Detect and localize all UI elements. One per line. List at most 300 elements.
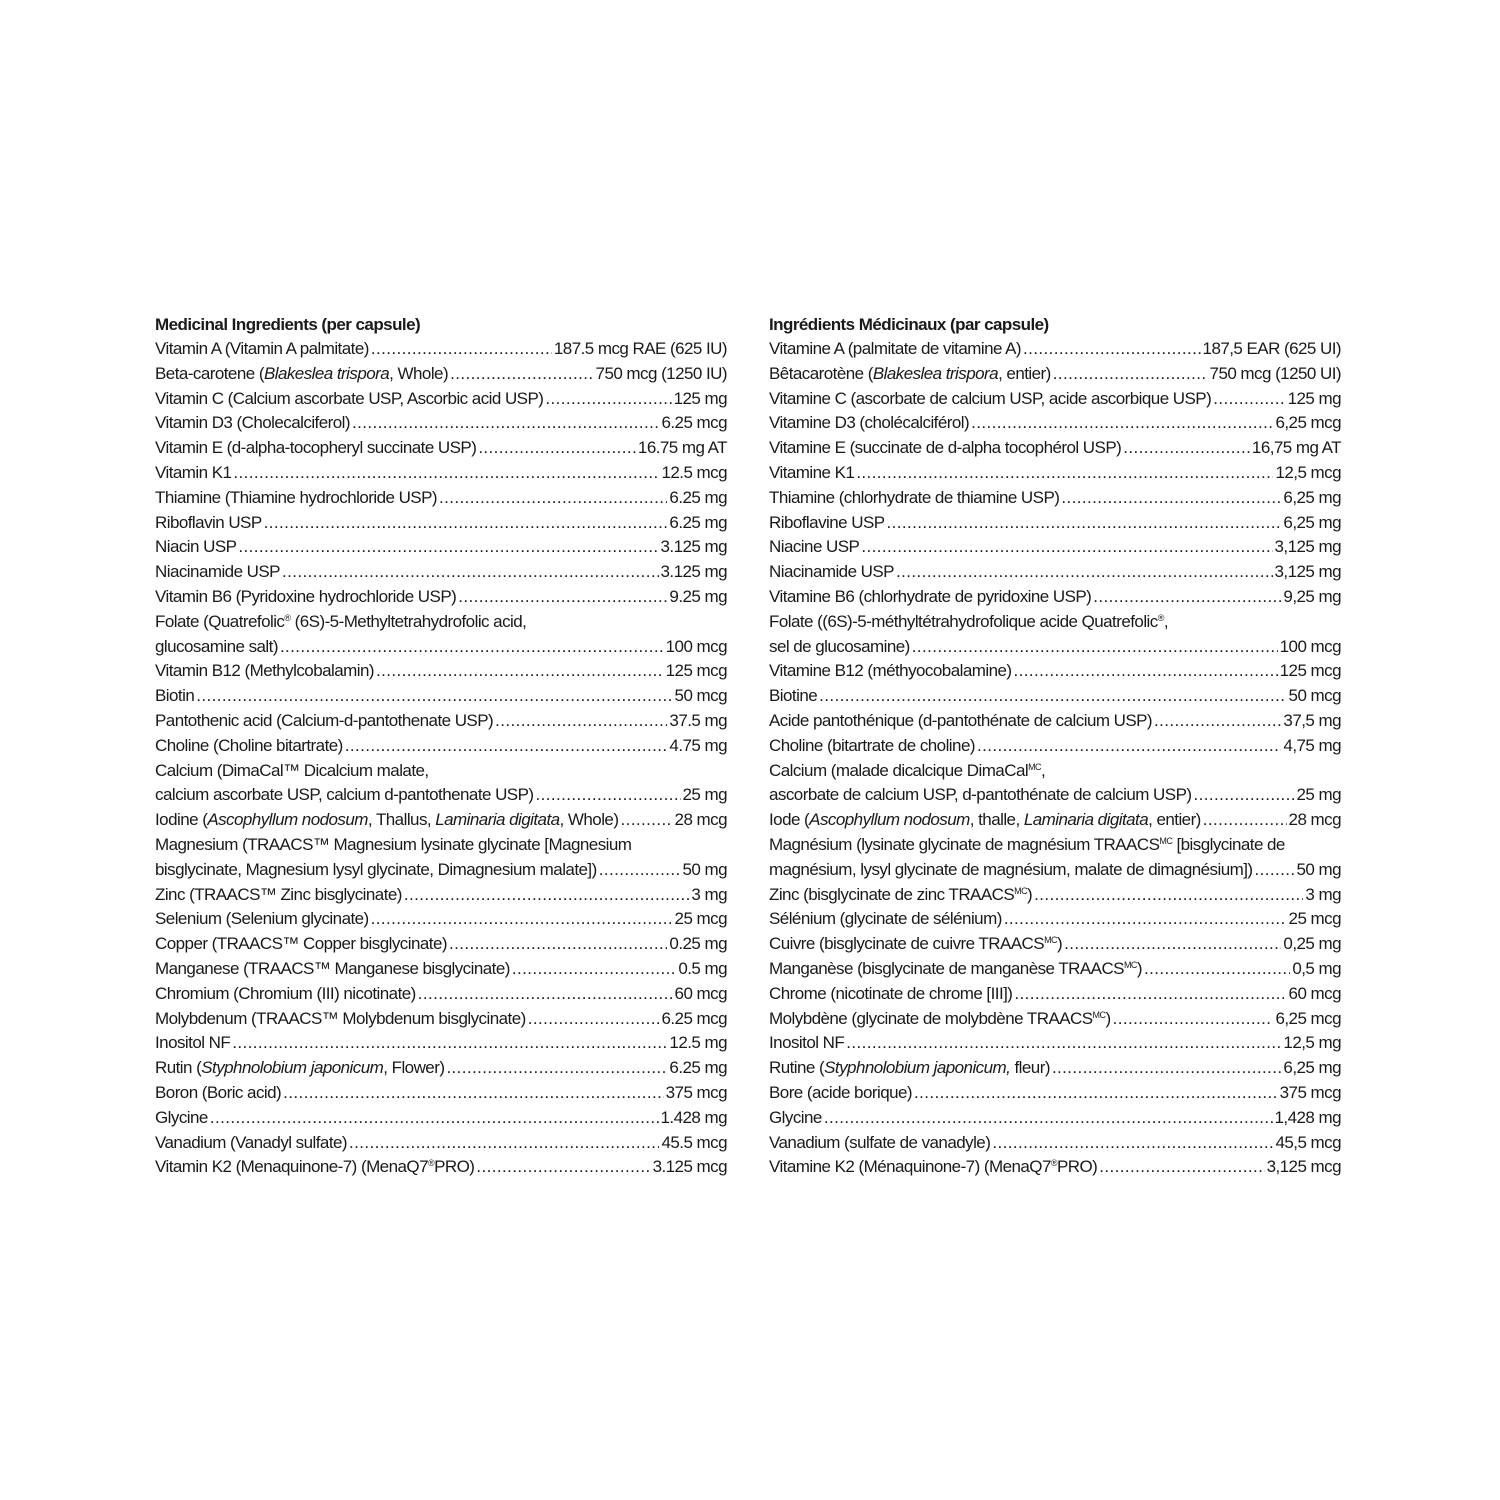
ingredient-name-text: Folate (Quatrefolic <box>155 611 285 631</box>
ingredient-name-text: Vitamine B6 (chlorhydrate de pyridoxine USP) <box>769 586 1092 606</box>
ingredient-amount: 28 mcg <box>1288 810 1341 830</box>
ingredient-amount: 750 mcg (1250 IU) <box>595 363 727 383</box>
ingredient-name-text: Boron (Boric acid) <box>155 1082 282 1102</box>
ingredient-amount: 9.25 mg <box>669 586 727 606</box>
ingredient-name-text: ascorbate de calcium USP, d-pantothénate de calcium USP) <box>769 785 1192 805</box>
ingredient-name <box>155 883 402 908</box>
ingredient-amount: 37,5 mg <box>1283 710 1341 730</box>
ingredient-name-italic: Styphnolobium japonicum, <box>824 1058 1011 1078</box>
ingredient-name-text: Vitamine D3 (cholécalciférol) <box>769 413 970 433</box>
dot-leader <box>914 1081 1278 1106</box>
ingredient-amount: 12.5 mcg <box>661 462 727 482</box>
ingredient-row <box>155 585 727 610</box>
ingredient-row <box>769 1031 1341 1056</box>
ingredient-name-text: Bêtacarotène ( <box>769 363 873 383</box>
ingredient-row <box>769 560 1341 585</box>
ingredient-name-text: ) <box>1027 884 1033 904</box>
ingredient-amount: 37.5 mg <box>669 710 727 730</box>
ingredient-name <box>155 1081 281 1106</box>
ingredient-name-text: Riboflavine USP <box>769 512 885 532</box>
ingredient-row <box>155 783 727 808</box>
ingredient-name <box>769 635 910 660</box>
ingredient-name-text: ) <box>1105 1008 1111 1028</box>
ingredient-row <box>769 659 1341 684</box>
ingredient-row <box>155 411 727 436</box>
dot-leader <box>1123 436 1250 461</box>
ingredient-row <box>155 1131 727 1156</box>
dot-leader <box>418 982 673 1007</box>
ingredient-name-text: Thiamine (Thiamine hydrochloride USP) <box>155 487 437 507</box>
ingredient-name <box>155 1056 444 1081</box>
ingredient-name <box>769 1155 1097 1180</box>
ingredient-amount: 4.75 mg <box>669 735 727 755</box>
ingredient-row <box>769 808 1341 833</box>
dot-leader <box>896 560 1273 585</box>
ingredient-amount: 9,25 mg <box>1283 586 1341 606</box>
ingredient-row <box>155 932 727 957</box>
ingredient-name <box>769 337 1021 362</box>
ingredient-amount: 6,25 mg <box>1283 1058 1341 1078</box>
trademark-mark: MC <box>1014 885 1028 896</box>
dot-leader <box>536 783 681 808</box>
ingredient-name-text: Sélénium (glycinate de sélénium) <box>769 909 1002 929</box>
ingredient-name-text: Zinc (bisglycinate de zinc TRAACS <box>769 884 1015 904</box>
ingredient-name-text: Rutin ( <box>155 1058 202 1078</box>
ingredient-amount: 187,5 EAR (625 UI) <box>1202 339 1341 358</box>
dot-leader <box>495 709 667 734</box>
dot-leader <box>1004 907 1287 932</box>
ingredient-amount: 0.25 mg <box>669 934 727 954</box>
ingredient-amount: 100 mcg <box>665 636 727 656</box>
ingredient-amount: 100 mcg <box>1279 636 1341 656</box>
dot-leader <box>1099 1155 1264 1180</box>
ingredient-name <box>769 808 1201 833</box>
ingredient-amount: 3,125 mcg <box>1266 1157 1341 1177</box>
ingredient-name-text: ) <box>1136 958 1143 978</box>
ingredient-amount: 50 mg <box>1296 859 1341 879</box>
ingredient-row <box>769 461 1341 486</box>
trademark-mark: MC <box>1092 1009 1106 1020</box>
dot-leader <box>1034 883 1303 908</box>
ingredient-amount: 3 mg <box>691 884 727 904</box>
ingredient-name-text: Vitamin B12 (Methylcobalamin) <box>155 661 375 681</box>
ingredient-name-text: Chrome (nicotinate de chrome [III]) <box>769 983 1013 1003</box>
ingredient-name-text: Vitamine K2 (Ménaquinone-7) (MenaQ7 <box>769 1157 1051 1177</box>
ingredient-name-text: Iode ( <box>769 810 810 830</box>
ingredient-name <box>155 957 510 982</box>
ingredient-amount: 125 mcg <box>665 661 727 681</box>
ingredient-row <box>155 337 727 362</box>
ingredient-row <box>155 858 727 883</box>
ingredient-name-text: , Flower) <box>383 1058 445 1078</box>
ingredient-name-text: Calcium (malade dicalcique DimaCal <box>769 760 1029 780</box>
dot-leader <box>1014 982 1286 1007</box>
ingredient-name-text: Vitamin E (d-alpha-tocopheryl succinate USP) <box>155 438 477 458</box>
ingredient-name <box>769 1031 844 1056</box>
dot-leader <box>210 1106 659 1131</box>
ingredient-row <box>155 883 727 908</box>
ingredient-name <box>769 932 1062 957</box>
ingredient-amount: 12,5 mg <box>1283 1033 1341 1053</box>
dot-leader <box>1014 659 1278 684</box>
dot-leader <box>971 411 1273 436</box>
ingredient-name <box>155 560 280 585</box>
dot-leader <box>1093 585 1281 610</box>
ingredient-row <box>769 585 1341 610</box>
trademark-mark: MC <box>1044 935 1057 946</box>
ingredient-name <box>769 486 1059 511</box>
ingredient-amount: 25 mcg <box>1288 909 1341 929</box>
ingredient-name-text: Bore (acide borique) <box>769 1082 913 1102</box>
dot-leader <box>352 411 659 436</box>
dot-leader <box>912 635 1278 660</box>
ingredient-name-text: Vitamin B6 (Pyridoxine hydrochloride USP) <box>155 586 457 606</box>
ingredient-name-text: Niacine USP <box>769 537 860 557</box>
ingredient-amount: 16,75 mg AT <box>1251 438 1341 458</box>
ingredient-name <box>769 560 894 585</box>
ingredient-name <box>155 907 369 932</box>
ingredient-row <box>155 1056 727 1081</box>
ingredient-name <box>769 833 1341 858</box>
ingredient-row <box>769 734 1341 759</box>
ingredient-row <box>155 436 727 461</box>
dot-leader <box>1113 1007 1274 1032</box>
ingredient-name <box>769 1106 822 1131</box>
ingredient-name-text: , entier) <box>1148 810 1201 830</box>
ingredient-amount: 3.125 mcg <box>652 1157 727 1177</box>
ingredient-name-text: (6S)-5-Methyltetrahydrofolic acid, <box>290 611 527 631</box>
ingredient-name-text: Vanadium (Vanadyl sulfate) <box>155 1132 348 1152</box>
french-heading: Ingrédients Médicinaux (par capsule) <box>769 315 1049 334</box>
ingredient-row <box>155 734 727 759</box>
ingredient-name <box>769 858 1253 883</box>
dot-leader <box>992 1131 1273 1156</box>
dot-leader <box>404 883 690 908</box>
ingredient-name <box>155 1031 230 1056</box>
dot-leader <box>620 808 672 833</box>
ingredient-name-text: Biotine <box>769 686 818 706</box>
dot-leader <box>345 734 668 759</box>
ingredient-name-text: Manganese (TRAACS™ Manganese bisglycinate) <box>155 958 510 978</box>
ingredient-amount: 3,125 mg <box>1274 537 1341 557</box>
ingredient-amount: 28 mcg <box>674 810 727 830</box>
ingredient-name-text: Vitamine B12 (méthyocobalamine) <box>769 661 1012 681</box>
ingredient-name-text: sel de glucosamine) <box>769 636 910 656</box>
ingredient-name <box>769 610 1341 635</box>
ingredient-row <box>155 635 727 660</box>
ingredient-amount: 12.5 mg <box>669 1033 727 1053</box>
ingredient-amount: 4,75 mg <box>1283 735 1341 755</box>
ingredient-name <box>155 411 350 436</box>
ingredient-row <box>769 610 1341 635</box>
ingredient-name-text: , <box>1040 760 1046 780</box>
trademark-mark: ® <box>427 1158 435 1169</box>
dot-leader <box>1064 932 1281 957</box>
dot-leader <box>476 1155 650 1180</box>
ingredient-row <box>155 560 727 585</box>
ingredient-name <box>769 957 1142 982</box>
english-ingredients-column <box>155 312 727 1180</box>
ingredient-amount: 6,25 mcg <box>1275 1008 1341 1028</box>
ingredient-name-text: Selenium (Selenium glycinate) <box>155 909 369 929</box>
ingredient-name <box>155 734 343 759</box>
ingredient-name-text: Vitamine A (palmitate de vitamine A) <box>769 339 1022 358</box>
ingredient-name <box>769 883 1032 908</box>
dot-leader <box>887 511 1282 536</box>
ingredient-name <box>769 585 1091 610</box>
ingredient-amount: 12,5 mcg <box>1275 462 1341 482</box>
ingredient-name <box>155 684 194 709</box>
ingredient-name <box>155 1007 526 1032</box>
ingredient-name <box>769 982 1012 1007</box>
ingredient-row <box>769 1155 1341 1180</box>
ingredient-row <box>155 610 727 635</box>
dot-leader <box>283 1081 663 1106</box>
ingredient-row <box>769 1106 1341 1131</box>
ingredient-amount: 50 mcg <box>674 686 727 706</box>
ingredient-name-text: Cuivre (bisglycinate de cuivre TRAACS <box>769 934 1045 954</box>
ingredient-name-text: , Whole) <box>389 363 449 383</box>
dot-leader <box>233 461 659 486</box>
ingredient-name-text: , Whole) <box>559 810 619 830</box>
ingredient-name <box>155 337 369 362</box>
ingredient-name <box>155 858 597 883</box>
ingredient-name-text: Choline (Choline bitartrate) <box>155 735 343 755</box>
ingredient-amount: 1.428 mg <box>660 1107 727 1127</box>
ingredient-name-italic: Blakeslea trispora <box>872 363 999 383</box>
ingredient-amount: 6.25 mg <box>669 1058 727 1078</box>
ingredient-name <box>155 486 437 511</box>
ingredient-name <box>769 436 1121 461</box>
dot-leader <box>1052 1056 1281 1081</box>
ingredient-name-text: glucosamine salt) <box>155 636 278 656</box>
ingredient-amount: 6.25 mg <box>669 512 727 532</box>
dot-leader <box>861 535 1272 560</box>
dot-leader <box>1023 337 1201 362</box>
ingredient-row <box>769 362 1341 387</box>
ingredient-row <box>155 957 727 982</box>
ingredient-row <box>769 957 1341 982</box>
ingredient-name <box>155 511 262 536</box>
ingredient-name <box>769 1007 1111 1032</box>
ingredient-name <box>769 511 885 536</box>
ingredient-name-text: Magnésium (lysinate glycinate de magnésium TRAACS <box>769 834 1160 854</box>
dot-leader <box>1203 808 1287 833</box>
ingredient-row <box>769 486 1341 511</box>
ingredient-name-text: Vanadium (sulfate de vanadyle) <box>769 1132 991 1152</box>
ingredient-row <box>155 982 727 1007</box>
dot-leader <box>1193 783 1294 808</box>
ingredient-name-text: fleur) <box>1010 1058 1050 1078</box>
ingredient-name-text: Niacinamide USP <box>155 562 280 582</box>
dot-leader <box>1255 858 1295 883</box>
dot-leader <box>1061 486 1281 511</box>
ingredient-name-text: Magnesium (TRAACS™ Magnesium lysinate glycinate [Magnesium <box>155 834 632 854</box>
ingredient-row <box>769 1081 1341 1106</box>
trademark-mark: ® <box>1050 1158 1057 1169</box>
ingredient-name-text: Manganèse (bisglycinate de manganèse TRAACS <box>769 958 1124 978</box>
dot-leader <box>819 684 1286 709</box>
ingredient-name-text: Vitamine E (succinate de d-alpha tocophérol USP) <box>769 438 1122 458</box>
ingredient-name <box>769 1081 912 1106</box>
dot-leader <box>478 436 636 461</box>
ingredient-name-text: Inositol NF <box>155 1033 231 1053</box>
ingredient-name-text: ) <box>1056 934 1063 954</box>
dot-leader <box>280 635 664 660</box>
ingredient-name-text: Zinc (TRAACS™ Zinc bisglycinate) <box>155 884 402 904</box>
dot-leader <box>458 585 667 610</box>
ingredient-row <box>155 1031 727 1056</box>
ingredient-name <box>155 1155 474 1180</box>
ingredient-row <box>769 1007 1341 1032</box>
ingredient-name-text: , Thallus, <box>367 810 436 830</box>
dot-leader <box>449 932 667 957</box>
dot-leader <box>376 659 664 684</box>
dot-leader <box>1154 709 1281 734</box>
ingredient-amount: 125 mg <box>1287 388 1341 408</box>
ingredient-name <box>769 783 1191 808</box>
dot-leader <box>599 858 681 883</box>
ingredient-name-text: Rutine ( <box>769 1058 825 1078</box>
trademark-mark: MC <box>1123 959 1137 970</box>
ingredient-row <box>769 387 1341 412</box>
ingredient-name <box>155 783 534 808</box>
ingredient-row <box>155 362 727 387</box>
ingredient-name <box>155 709 493 734</box>
dot-leader <box>545 387 671 412</box>
ingredient-amount: 0,5 mg <box>1292 958 1341 978</box>
ingredient-name <box>155 808 618 833</box>
ingredient-amount: 45,5 mcg <box>1275 1132 1341 1152</box>
ingredient-row <box>769 883 1341 908</box>
ingredient-row <box>769 411 1341 436</box>
ingredient-name-text: Glycine <box>155 1107 208 1127</box>
dot-leader <box>446 1056 667 1081</box>
trademark-mark: ® <box>284 612 291 623</box>
ingredient-amount: 1,428 mg <box>1274 1107 1341 1127</box>
dot-leader <box>1213 387 1285 412</box>
trademark-mark: ® <box>1157 612 1164 623</box>
ingredient-amount: 25 mg <box>1296 785 1341 805</box>
english-ingredient-list <box>155 337 727 1180</box>
ingredient-name <box>769 659 1012 684</box>
ingredient-amount: 3.125 mg <box>660 537 727 557</box>
ingredient-row <box>155 684 727 709</box>
ingredient-name <box>155 362 448 387</box>
ingredient-amount: 6.25 mg <box>669 487 727 507</box>
ingredient-name-text: Pantothenic acid (Calcium-d-pantothenate USP) <box>155 710 494 730</box>
ingredient-name-text: Inositol NF <box>769 1033 845 1053</box>
ingredient-name <box>155 1131 347 1156</box>
ingredient-name <box>155 1106 208 1131</box>
ingredient-amount: 6,25 mcg <box>1275 413 1341 433</box>
ingredient-name-italic: Blakeslea trispora <box>263 363 390 383</box>
ingredient-amount: 375 mcg <box>665 1082 727 1102</box>
ingredient-name <box>155 982 416 1007</box>
ingredient-amount: 3 mg <box>1305 884 1341 904</box>
ingredient-name-text: Folate ((6S)-5-méthyltétrahydrofolique acide Quatrefolic <box>769 611 1158 631</box>
ingredient-row <box>769 436 1341 461</box>
ingredient-name <box>155 387 543 412</box>
ingredient-name-italic: Laminaria digitata <box>1023 810 1149 830</box>
ingredient-name-text: Vitamin A (Vitamin A palmitate) <box>155 339 369 358</box>
ingredient-name <box>769 734 975 759</box>
ingredient-name-italic: Laminaria digitata <box>435 810 560 830</box>
ingredient-row <box>769 709 1341 734</box>
ingredient-row <box>155 1155 727 1180</box>
ingredient-name-text: Calcium (DimaCal™ Dicalcium malate, <box>155 760 429 780</box>
ingredient-name <box>769 1056 1050 1081</box>
dot-leader <box>824 1106 1273 1131</box>
ingredient-name <box>769 387 1211 412</box>
ingredient-name <box>155 585 456 610</box>
ingredient-amount: 125 mcg <box>1279 661 1341 681</box>
ingredient-amount: 25 mg <box>682 785 727 805</box>
ingredient-row <box>155 1007 727 1032</box>
ingredient-amount: 3,125 mg <box>1274 562 1341 582</box>
ingredient-amount: 25 mcg <box>674 909 727 929</box>
ingredient-name <box>155 535 236 560</box>
ingredient-name <box>155 833 727 858</box>
ingredient-name <box>155 759 727 784</box>
ingredient-amount: 45.5 mcg <box>661 1132 727 1152</box>
dot-leader <box>232 1031 667 1056</box>
ingredient-name <box>769 759 1341 784</box>
ingredient-name-text: PRO) <box>434 1157 475 1177</box>
dot-leader <box>977 734 1281 759</box>
ingredient-name-text: Thiamine (chlorhydrate de thiamine USP) <box>769 487 1060 507</box>
ingredient-row <box>155 659 727 684</box>
ingredient-row <box>155 511 727 536</box>
ingredient-name-text: Vitamin K2 (Menaquinone-7) (MenaQ7 <box>155 1157 428 1177</box>
dot-leader <box>264 511 668 536</box>
ingredient-name <box>155 461 231 486</box>
dot-leader <box>1053 362 1208 387</box>
ingredient-row <box>155 387 727 412</box>
ingredient-name-text: Copper (TRAACS™ Copper bisglycinate) <box>155 934 447 954</box>
ingredient-amount: 6,25 mg <box>1283 512 1341 532</box>
ingredient-row <box>769 511 1341 536</box>
ingredient-name <box>155 932 447 957</box>
ingredient-row <box>769 932 1341 957</box>
ingredient-name <box>769 535 859 560</box>
ingredient-name-text: bisglycinate, Magnesium lysyl glycinate, Dimagnesium malate]) <box>155 859 597 879</box>
ingredient-amount: 0,25 mg <box>1283 934 1341 954</box>
ingredient-name-text: PRO) <box>1056 1157 1098 1177</box>
ingredient-name <box>155 659 374 684</box>
ingredient-name-text: , entier) <box>998 363 1051 383</box>
ingredient-amount: 0.5 mg <box>678 958 727 978</box>
ingredient-amount: 50 mg <box>682 859 727 879</box>
ingredient-row <box>155 535 727 560</box>
ingredient-row <box>769 535 1341 560</box>
ingredient-name <box>155 635 278 660</box>
ingredient-name-text: Molybdenum (TRAACS™ Molybdenum bisglycinate) <box>155 1008 526 1028</box>
ingredient-name-text: [bisglycinate de <box>1172 834 1285 854</box>
dot-leader <box>371 337 552 362</box>
ingredient-row <box>155 709 727 734</box>
ingredient-amount: 375 mcg <box>1279 1082 1341 1102</box>
dot-leader <box>439 486 667 511</box>
ingredient-name-text: Niacinamide USP <box>769 562 894 582</box>
ingredient-row <box>769 635 1341 660</box>
trademark-mark: MC <box>1028 761 1041 772</box>
ingredient-row <box>769 783 1341 808</box>
ingredient-name-text: , thalle, <box>969 810 1024 830</box>
ingredient-name-text: Niacin USP <box>155 537 237 557</box>
ingredient-row <box>769 1056 1341 1081</box>
trademark-mark: MC <box>1159 835 1173 846</box>
